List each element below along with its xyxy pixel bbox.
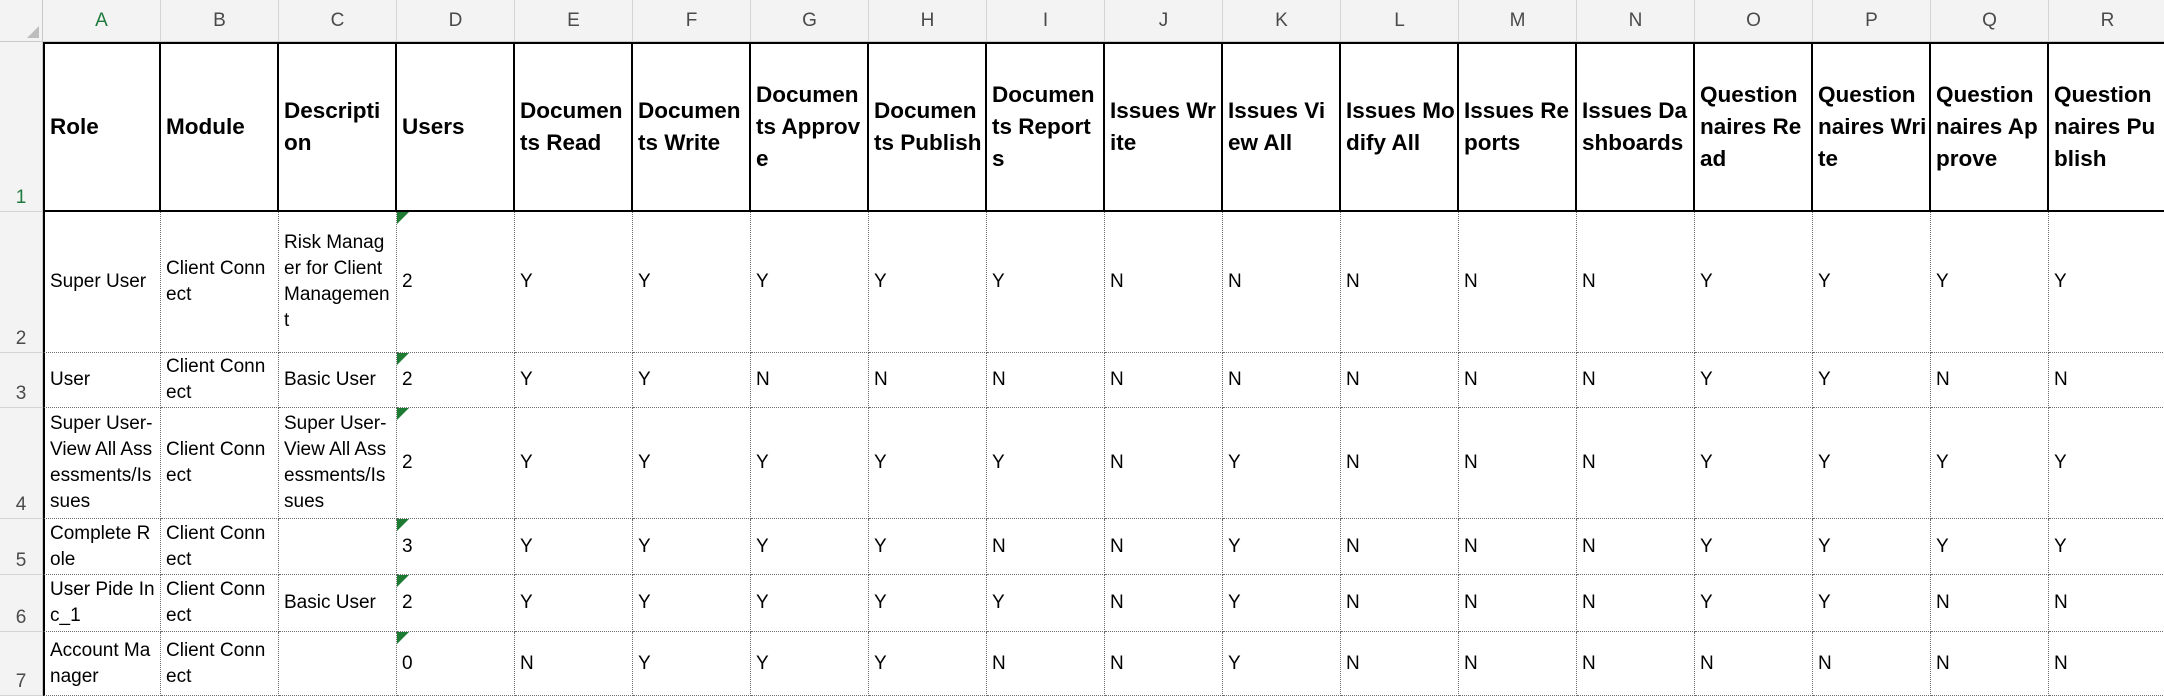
column-header-o[interactable]: O <box>1695 0 1813 42</box>
data-cell[interactable] <box>279 353 397 408</box>
data-cell[interactable] <box>161 212 279 353</box>
header-cell[interactable] <box>869 42 987 212</box>
cell-text: N <box>1228 369 1242 390</box>
header-cell[interactable] <box>1813 42 1931 212</box>
column-header-e[interactable]: E <box>515 0 633 42</box>
data-cell[interactable] <box>43 632 161 696</box>
header-cell-text: Questionnaires Write <box>1818 82 1927 171</box>
cell-text: Y <box>638 452 651 473</box>
cell-text: Y <box>1228 452 1241 473</box>
data-cell[interactable] <box>869 632 987 696</box>
cell-text: Y <box>874 652 887 674</box>
data-cell[interactable] <box>1223 408 1341 519</box>
data-cell[interactable] <box>2049 632 2164 696</box>
data-cell[interactable] <box>279 575 397 632</box>
number-stored-as-text-marker-icon <box>397 519 409 531</box>
data-cell[interactable] <box>1105 575 1223 632</box>
data-cell[interactable] <box>751 632 869 696</box>
data-cell[interactable] <box>751 408 869 519</box>
select-all-corner[interactable] <box>0 0 43 42</box>
header-cell[interactable] <box>161 42 279 212</box>
cell-text: Y <box>520 369 533 390</box>
data-cell[interactable] <box>1813 353 1931 408</box>
cell-text: Y <box>520 592 533 613</box>
cell-text: N <box>1818 652 1832 674</box>
row-header-5[interactable]: 5 <box>0 519 43 575</box>
cell-text: Super User <box>50 271 147 292</box>
cell-text: N <box>1936 369 1950 390</box>
header-cell-text: Documents Approve <box>756 82 861 171</box>
header-cell-text: Documents Write <box>638 98 741 155</box>
cell-text: Y <box>638 535 651 557</box>
cell-text: Y <box>638 271 651 292</box>
cell-text: Y <box>756 535 769 557</box>
data-cell[interactable] <box>1695 519 1813 575</box>
data-cell[interactable] <box>397 519 515 575</box>
data-cell[interactable] <box>1341 408 1459 519</box>
column-header-r[interactable]: R <box>2049 0 2164 42</box>
column-header-m[interactable]: M <box>1459 0 1577 42</box>
number-stored-as-text-marker-icon <box>397 212 409 224</box>
cell-text: Y <box>874 271 887 292</box>
cell-text: N <box>1110 535 1124 557</box>
cell-text: Client Connect <box>166 522 266 570</box>
data-cell[interactable] <box>1459 632 1577 696</box>
column-header-i[interactable]: I <box>987 0 1105 42</box>
data-cell[interactable] <box>1223 353 1341 408</box>
cell-text: 0 <box>402 652 413 674</box>
number-stored-as-text-marker-icon <box>397 632 409 644</box>
cell-text: N <box>1346 369 1360 390</box>
data-cell[interactable] <box>1577 212 1695 353</box>
header-cell-text: Documents Publish <box>874 98 982 155</box>
header-cell[interactable] <box>1341 42 1459 212</box>
cell-text: Y <box>1228 592 1241 613</box>
cell-text: N <box>1582 452 1596 473</box>
cell-text: Y <box>1700 592 1713 613</box>
cell-text: Y <box>874 535 887 557</box>
column-header-f[interactable]: F <box>633 0 751 42</box>
header-cell-text: Module <box>166 114 245 139</box>
cell-text: N <box>1464 271 1478 292</box>
header-cell[interactable] <box>279 42 397 212</box>
data-cell[interactable] <box>1459 408 1577 519</box>
column-header-b[interactable]: B <box>161 0 279 42</box>
cell-text: Y <box>756 592 769 613</box>
data-cell[interactable] <box>1577 408 1695 519</box>
column-header-l[interactable]: L <box>1341 0 1459 42</box>
header-cell[interactable] <box>1459 42 1577 212</box>
data-cell[interactable] <box>515 575 633 632</box>
data-cell[interactable] <box>397 212 515 353</box>
row-header-7[interactable]: 7 <box>0 632 43 696</box>
header-cell[interactable] <box>751 42 869 212</box>
cell-text: N <box>1228 271 1242 292</box>
data-cell[interactable] <box>633 575 751 632</box>
data-cell[interactable] <box>987 212 1105 353</box>
row-header-3[interactable]: 3 <box>0 353 43 408</box>
data-cell[interactable] <box>751 353 869 408</box>
data-cell[interactable] <box>751 519 869 575</box>
data-cell[interactable] <box>1341 212 1459 353</box>
cell-text: Client Connect <box>166 439 266 486</box>
data-cell[interactable] <box>751 212 869 353</box>
data-cell[interactable] <box>1577 575 1695 632</box>
cell-text: N <box>992 652 1006 674</box>
header-cell[interactable] <box>1223 42 1341 212</box>
cell-text: Super User-View All Assessments/Issues <box>50 413 153 512</box>
cell-text: Account Manager <box>50 639 151 687</box>
data-cell[interactable] <box>1459 212 1577 353</box>
column-header-g[interactable]: G <box>751 0 869 42</box>
cell-text: User <box>50 369 91 390</box>
data-cell[interactable] <box>1813 212 1931 353</box>
header-cell-text: Issues Reports <box>1464 98 1570 155</box>
data-cell[interactable] <box>1223 212 1341 353</box>
header-cell-text: Users <box>402 114 465 139</box>
cell-text: N <box>1110 592 1124 613</box>
cell-text: Y <box>992 452 1005 473</box>
data-cell[interactable] <box>515 632 633 696</box>
cell-text: N <box>1582 369 1596 390</box>
data-cell[interactable] <box>1459 519 1577 575</box>
cell-text: Y <box>520 535 533 557</box>
column-header-p[interactable]: P <box>1813 0 1931 42</box>
header-cell[interactable] <box>987 42 1105 212</box>
cell-text: N <box>1582 535 1596 557</box>
data-cell[interactable] <box>2049 353 2164 408</box>
data-cell[interactable] <box>1341 353 1459 408</box>
cell-text: N <box>1936 592 1950 613</box>
data-cell[interactable] <box>751 575 869 632</box>
data-cell[interactable] <box>1105 353 1223 408</box>
data-cell[interactable] <box>279 632 397 696</box>
row-header-1[interactable]: 1 <box>0 42 43 212</box>
cell-text: N <box>1346 592 1360 613</box>
data-cell[interactable] <box>1813 519 1931 575</box>
number-stored-as-text-marker-icon <box>397 575 409 587</box>
data-cell[interactable] <box>1341 575 1459 632</box>
data-cell[interactable] <box>1459 575 1577 632</box>
cell-text: Y <box>638 592 651 613</box>
data-cell[interactable] <box>1931 353 2049 408</box>
data-cell[interactable] <box>869 353 987 408</box>
data-cell[interactable] <box>633 353 751 408</box>
number-stored-as-text-marker-icon <box>397 353 409 365</box>
header-cell-text: Questionnaires Publish <box>2054 82 2156 171</box>
data-cell[interactable] <box>1695 632 1813 696</box>
data-cell[interactable] <box>1223 519 1341 575</box>
cell-text: Y <box>1228 535 1241 557</box>
data-cell[interactable] <box>1695 353 1813 408</box>
cell-text: N <box>1464 592 1478 613</box>
cell-text: Y <box>874 592 887 613</box>
cell-text: Y <box>1818 535 1831 557</box>
cell-text: 2 <box>402 592 413 613</box>
data-cell[interactable] <box>397 408 515 519</box>
data-cell[interactable] <box>869 212 987 353</box>
cell-text: Y <box>1700 452 1713 473</box>
row-header-4[interactable]: 4 <box>0 408 43 519</box>
cell-text: N <box>756 369 770 390</box>
data-cell[interactable] <box>633 519 751 575</box>
cell-text: Y <box>638 652 651 674</box>
data-cell[interactable] <box>279 519 397 575</box>
data-cell[interactable] <box>633 632 751 696</box>
data-cell[interactable] <box>161 575 279 632</box>
data-cell[interactable] <box>397 575 515 632</box>
data-cell[interactable] <box>43 408 161 519</box>
cell-text: 3 <box>402 535 413 557</box>
header-cell-text: Issues Write <box>1110 98 1216 155</box>
cell-text: Y <box>2054 271 2067 292</box>
cell-text: N <box>1346 271 1360 292</box>
data-cell[interactable] <box>1813 408 1931 519</box>
data-cell[interactable] <box>1105 632 1223 696</box>
header-cell-text: Issues Dashboards <box>1582 98 1688 155</box>
data-cell[interactable] <box>1341 519 1459 575</box>
cell-text: Y <box>520 271 533 292</box>
data-cell[interactable] <box>43 519 161 575</box>
header-cell-text: Questionnaires Read <box>1700 82 1802 171</box>
cell-text: Client Connect <box>166 356 266 403</box>
cell-text: Y <box>1700 535 1713 557</box>
cell-text: Risk Manager for Client Management <box>284 232 390 331</box>
cell-text: Client Connect <box>166 258 266 305</box>
cell-text: Y <box>1700 369 1713 390</box>
header-cell-text: Questionnaires Approve <box>1936 82 2038 171</box>
cell-text: Y <box>874 452 887 473</box>
cell-text: Y <box>756 652 769 674</box>
data-cell[interactable] <box>1931 519 2049 575</box>
header-cell[interactable] <box>1931 42 2049 212</box>
cell-text: 2 <box>402 452 413 473</box>
cell-text: Basic User <box>284 369 376 390</box>
header-cell[interactable] <box>633 42 751 212</box>
data-cell[interactable] <box>515 212 633 353</box>
header-cell-text: Documents Read <box>520 98 623 155</box>
cell-text: Y <box>1228 652 1241 674</box>
data-cell[interactable] <box>987 575 1105 632</box>
data-cell[interactable] <box>43 212 161 353</box>
cell-text: Y <box>1936 535 1949 557</box>
data-cell[interactable] <box>987 353 1105 408</box>
cell-text: Y <box>992 271 1005 292</box>
cell-text: Super User-View All Assessments/Issues <box>284 413 387 512</box>
cell-text: Y <box>1818 452 1831 473</box>
data-cell[interactable] <box>397 353 515 408</box>
cell-text: Basic User <box>284 592 376 613</box>
data-cell[interactable] <box>161 353 279 408</box>
column-header-h[interactable]: H <box>869 0 987 42</box>
data-cell[interactable] <box>1931 408 2049 519</box>
cell-text: Y <box>756 452 769 473</box>
cell-text: Y <box>1818 271 1831 292</box>
cell-text: N <box>1582 652 1596 674</box>
header-cell[interactable] <box>1695 42 1813 212</box>
column-header-n[interactable]: N <box>1577 0 1695 42</box>
data-cell[interactable] <box>43 575 161 632</box>
data-cell[interactable] <box>161 408 279 519</box>
cell-text: N <box>1464 452 1478 473</box>
data-cell[interactable] <box>515 519 633 575</box>
data-cell[interactable] <box>161 519 279 575</box>
cell-text: N <box>992 535 1006 557</box>
data-cell[interactable] <box>1223 632 1341 696</box>
header-cell[interactable] <box>43 42 161 212</box>
data-cell[interactable] <box>1105 212 1223 353</box>
cell-text: Complete Role <box>50 522 151 570</box>
data-cell[interactable] <box>633 212 751 353</box>
cell-text: N <box>1464 369 1478 390</box>
cell-text: N <box>1110 652 1124 674</box>
data-cell[interactable] <box>1577 632 1695 696</box>
header-cell[interactable] <box>397 42 515 212</box>
data-cell[interactable] <box>987 408 1105 519</box>
cell-text: Y <box>2054 452 2067 473</box>
data-cell[interactable] <box>1577 353 1695 408</box>
cell-text: 2 <box>402 271 413 292</box>
cell-text: N <box>2054 652 2068 674</box>
column-header-j[interactable]: J <box>1105 0 1223 42</box>
cell-text: Y <box>756 271 769 292</box>
cell-text: N <box>874 369 888 390</box>
cell-text: Y <box>1936 271 1949 292</box>
cell-text: Client Connect <box>166 579 266 626</box>
cell-text: N <box>1464 652 1478 674</box>
data-cell[interactable] <box>515 408 633 519</box>
cell-text: N <box>992 369 1006 390</box>
cell-text: N <box>1346 535 1360 557</box>
header-cell[interactable] <box>1577 42 1695 212</box>
row-header-6[interactable]: 6 <box>0 575 43 632</box>
cell-text: N <box>1582 592 1596 613</box>
cell-text: Y <box>992 592 1005 613</box>
data-cell[interactable] <box>1931 212 2049 353</box>
data-cell[interactable] <box>2049 408 2164 519</box>
header-cell-text: Description <box>284 98 381 155</box>
data-cell[interactable] <box>1931 632 2049 696</box>
data-cell[interactable] <box>1813 632 1931 696</box>
cell-text: N <box>1700 652 1714 674</box>
data-cell[interactable] <box>869 519 987 575</box>
data-cell[interactable] <box>2049 212 2164 353</box>
header-cell-text: Issues Modify All <box>1346 98 1455 155</box>
header-cell-text: Documents Reports <box>992 82 1095 171</box>
cell-text: Client Connect <box>166 639 266 687</box>
data-cell[interactable] <box>1105 408 1223 519</box>
cell-text: N <box>1346 452 1360 473</box>
cell-text: N <box>1346 652 1360 674</box>
column-header-q[interactable]: Q <box>1931 0 2049 42</box>
cell-text: Y <box>1700 271 1713 292</box>
data-cell[interactable] <box>279 408 397 519</box>
cell-text: Y <box>638 369 651 390</box>
cell-text: Y <box>520 452 533 473</box>
number-stored-as-text-marker-icon <box>397 408 409 420</box>
data-cell[interactable] <box>869 575 987 632</box>
data-cell[interactable] <box>161 632 279 696</box>
data-cell[interactable] <box>987 519 1105 575</box>
column-header-k[interactable]: K <box>1223 0 1341 42</box>
data-cell[interactable] <box>2049 519 2164 575</box>
data-cell[interactable] <box>1931 575 2049 632</box>
cell-text: N <box>1936 652 1950 674</box>
cell-text: User Pide Inc_1 <box>50 579 155 626</box>
data-cell[interactable] <box>633 408 751 519</box>
cell-text: Y <box>1818 369 1831 390</box>
cell-text: 2 <box>402 369 413 390</box>
data-cell[interactable] <box>1459 353 1577 408</box>
header-cell[interactable] <box>515 42 633 212</box>
data-cell[interactable] <box>1105 519 1223 575</box>
column-header-a[interactable]: A <box>43 0 161 42</box>
data-cell[interactable] <box>43 353 161 408</box>
data-cell[interactable] <box>1695 575 1813 632</box>
data-cell[interactable] <box>1223 575 1341 632</box>
cell-text: Y <box>1936 452 1949 473</box>
data-cell[interactable] <box>987 632 1105 696</box>
header-cell-text: Role <box>50 114 99 139</box>
column-header-d[interactable]: D <box>397 0 515 42</box>
data-cell[interactable] <box>279 212 397 353</box>
data-cell[interactable] <box>515 353 633 408</box>
data-cell[interactable] <box>2049 575 2164 632</box>
data-cell[interactable] <box>1577 519 1695 575</box>
column-header-c[interactable]: C <box>279 0 397 42</box>
header-cell[interactable] <box>2049 42 2164 212</box>
data-cell[interactable] <box>1695 212 1813 353</box>
cell-text: N <box>1110 271 1124 292</box>
cell-text: N <box>1110 369 1124 390</box>
data-cell[interactable] <box>1341 632 1459 696</box>
cell-text: N <box>520 652 534 674</box>
data-cell[interactable] <box>1813 575 1931 632</box>
data-cell[interactable] <box>397 632 515 696</box>
cell-text: N <box>2054 592 2068 613</box>
data-cell[interactable] <box>1695 408 1813 519</box>
cell-text: N <box>1110 452 1124 473</box>
cell-text: N <box>1464 535 1478 557</box>
cell-text: N <box>1582 271 1596 292</box>
cell-text: Y <box>1818 592 1831 613</box>
data-cell[interactable] <box>869 408 987 519</box>
cell-text: Y <box>2054 535 2067 557</box>
header-cell-text: Issues View All <box>1228 98 1326 155</box>
header-cell[interactable] <box>1105 42 1223 212</box>
cell-text: N <box>2054 369 2068 390</box>
row-header-2[interactable]: 2 <box>0 212 43 353</box>
